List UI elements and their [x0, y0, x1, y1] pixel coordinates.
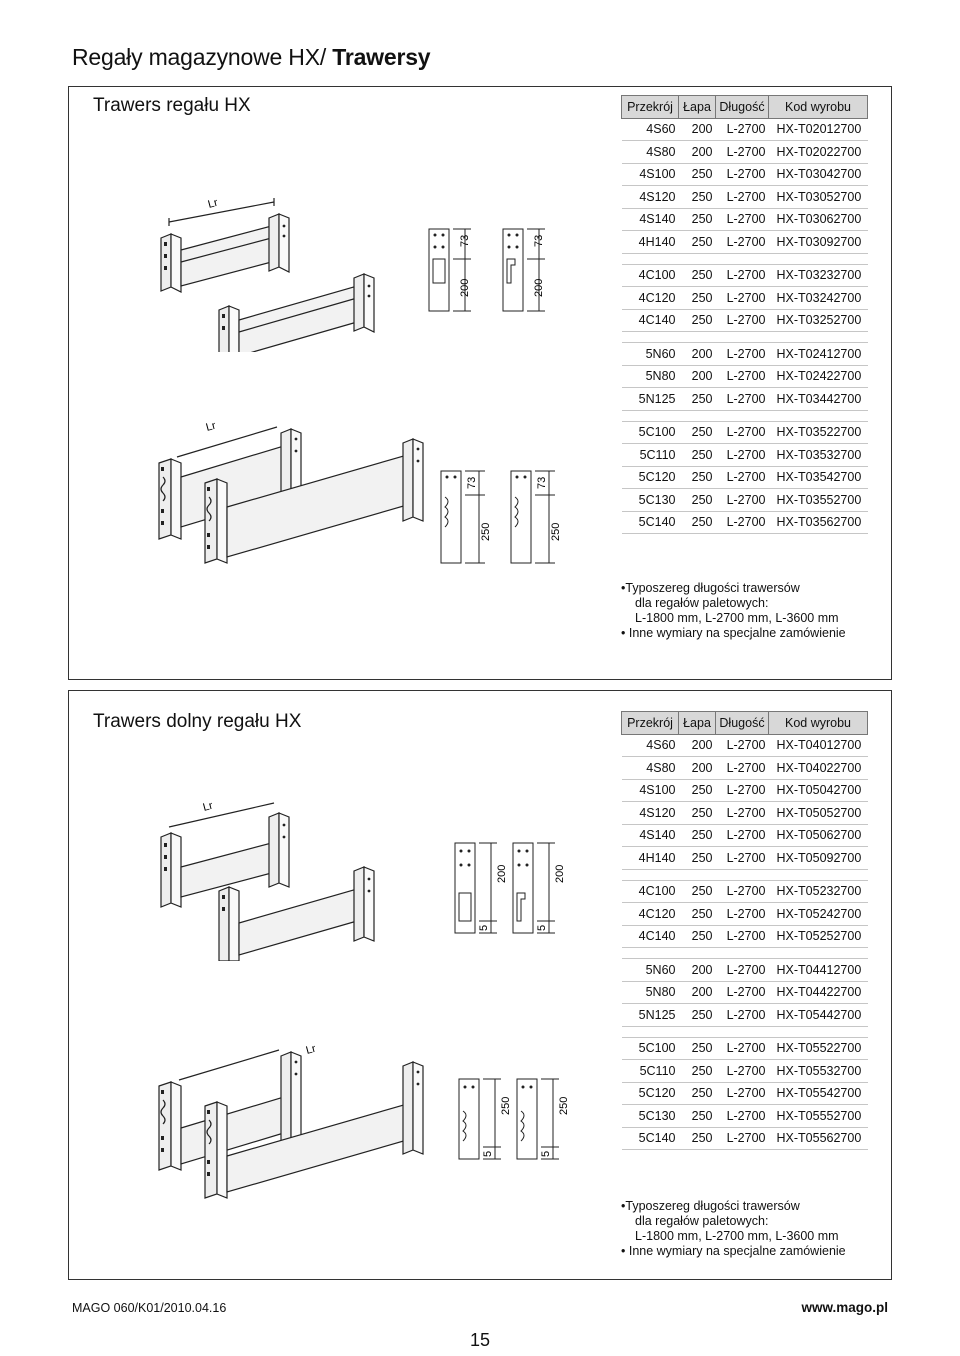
table-row — [622, 511, 868, 534]
cell-code: HX-T05532700 — [769, 1060, 868, 1083]
cell-code: HX-T02022700 — [769, 141, 868, 164]
col-header-section: Przekrój — [622, 96, 679, 119]
cell-code: HX-T03532700 — [769, 444, 868, 467]
page-title — [72, 44, 430, 71]
dim-73-b: 73 — [533, 234, 545, 247]
cell-code: HX-T05252700 — [769, 925, 868, 948]
cell-code: HX-T02422700 — [769, 365, 868, 388]
cell-section: 5C100 — [622, 1037, 679, 1060]
table-row — [622, 959, 868, 982]
note-line: • Inne wymiary na specjalne zamówienie — [621, 1244, 846, 1258]
cell-section: 4S120 — [622, 186, 679, 209]
cell-section: 5C100 — [622, 421, 679, 444]
notes — [621, 581, 846, 641]
cell-length: L-2700 — [716, 489, 769, 512]
cell-section: 5C120 — [622, 1082, 679, 1105]
dim-73-a: 73 — [459, 234, 471, 247]
table-row — [622, 1127, 868, 1150]
table-row — [622, 444, 868, 467]
lr-label-3: Lr — [201, 799, 215, 814]
cell-bracket: 250 — [679, 1004, 716, 1027]
cell-length: L-2700 — [716, 118, 769, 141]
dim-250-c: 250 — [500, 1096, 512, 1115]
cell-bracket: 250 — [679, 1082, 716, 1105]
cell-section: 4C120 — [622, 287, 679, 310]
cell-section: 5C140 — [622, 1127, 679, 1150]
note-line: dla regałów paletowych: — [635, 596, 769, 610]
table-row — [622, 466, 868, 489]
cell-code: HX-T03092700 — [769, 231, 868, 254]
cell-code: HX-T02412700 — [769, 343, 868, 366]
group-separator — [622, 410, 868, 421]
cell-length: L-2700 — [716, 880, 769, 903]
cell-length: L-2700 — [716, 1037, 769, 1060]
cell-section: 5N60 — [622, 343, 679, 366]
cell-length: L-2700 — [716, 903, 769, 926]
cell-bracket: 250 — [679, 163, 716, 186]
section-title: Trawers regału HX — [93, 95, 251, 116]
cell-length: L-2700 — [716, 365, 769, 388]
cell-bracket: 250 — [679, 421, 716, 444]
table-row — [622, 824, 868, 847]
cell-bracket: 250 — [679, 779, 716, 802]
cell-section: 5N60 — [622, 959, 679, 982]
section-bottom-beam — [68, 690, 892, 1280]
beam-drawing-top — [149, 192, 389, 352]
cell-bracket: 250 — [679, 1060, 716, 1083]
cell-code: HX-T05062700 — [769, 824, 868, 847]
cell-code: HX-T05232700 — [769, 880, 868, 903]
cell-bracket: 250 — [679, 824, 716, 847]
col-header-code: Kod wyrobu — [769, 712, 868, 735]
dim-5-b: 5 — [536, 924, 548, 931]
cell-bracket: 250 — [679, 1037, 716, 1060]
cell-section: 5C130 — [622, 489, 679, 512]
cell-bracket: 250 — [679, 208, 716, 231]
lr-label: Lr — [206, 196, 220, 211]
cell-section: 5N80 — [622, 365, 679, 388]
table-row — [622, 264, 868, 287]
cell-length: L-2700 — [716, 208, 769, 231]
cell-bracket: 250 — [679, 309, 716, 332]
group-separator — [622, 1026, 868, 1037]
table-row — [622, 734, 868, 757]
table-row — [622, 343, 868, 366]
dim-250-a: 250 — [480, 522, 492, 541]
profile-detail-top — [421, 225, 621, 315]
table-row — [622, 421, 868, 444]
cell-section: 5C140 — [622, 511, 679, 534]
cell-length: L-2700 — [716, 343, 769, 366]
table-row — [622, 1082, 868, 1105]
separator-cell — [622, 948, 868, 959]
cell-code: HX-T04012700 — [769, 734, 868, 757]
cell-length: L-2700 — [716, 388, 769, 411]
cell-section: 5C120 — [622, 466, 679, 489]
col-header-length: Długość — [716, 96, 769, 119]
cell-length: L-2700 — [716, 421, 769, 444]
separator-cell — [622, 332, 868, 343]
cell-bracket: 250 — [679, 287, 716, 310]
beam-drawing-bottom — [157, 417, 447, 567]
dim-5-d: 5 — [540, 1150, 552, 1157]
table-row — [622, 186, 868, 209]
separator-cell — [622, 410, 868, 421]
cell-bracket: 250 — [679, 388, 716, 411]
table-row — [622, 309, 868, 332]
dim-5-c: 5 — [482, 1150, 494, 1157]
cell-section: 5C110 — [622, 1060, 679, 1083]
cell-length: L-2700 — [716, 779, 769, 802]
cell-bracket: 200 — [679, 118, 716, 141]
dim-73-d: 73 — [536, 476, 548, 489]
cell-section: 4C100 — [622, 264, 679, 287]
cell-code: HX-T05442700 — [769, 1004, 868, 1027]
note-line: dla regałów paletowych: — [635, 1214, 769, 1228]
cell-section: 4C140 — [622, 925, 679, 948]
table-row — [622, 287, 868, 310]
cell-length: L-2700 — [716, 309, 769, 332]
table-row — [622, 388, 868, 411]
table-row — [622, 802, 868, 825]
cell-code: HX-T05052700 — [769, 802, 868, 825]
note-line: •Typoszereg długości trawersów — [621, 1199, 800, 1213]
cell-section: 4S60 — [622, 734, 679, 757]
cell-code: HX-T03542700 — [769, 466, 868, 489]
cell-bracket: 250 — [679, 511, 716, 534]
col-header-code: Kod wyrobu — [769, 96, 868, 119]
cell-section: 5C130 — [622, 1105, 679, 1128]
cell-length: L-2700 — [716, 757, 769, 780]
cell-bracket: 250 — [679, 1127, 716, 1150]
page-title-bold: Trawersy — [332, 44, 431, 70]
note-line: • Inne wymiary na specjalne zamówienie — [621, 626, 846, 640]
cell-section: 5C110 — [622, 444, 679, 467]
col-header-bracket: Łapa — [679, 96, 716, 119]
cell-section: 4C120 — [622, 903, 679, 926]
cell-code: HX-T05092700 — [769, 847, 868, 870]
cell-length: L-2700 — [716, 1127, 769, 1150]
cell-bracket: 250 — [679, 444, 716, 467]
lr-label-2: Lr — [204, 419, 218, 434]
cell-bracket: 250 — [679, 847, 716, 870]
cell-length: L-2700 — [716, 847, 769, 870]
cell-section: 4S120 — [622, 802, 679, 825]
cell-bracket: 250 — [679, 925, 716, 948]
cell-bracket: 200 — [679, 757, 716, 780]
cell-code: HX-T03562700 — [769, 511, 868, 534]
separator-cell — [622, 1026, 868, 1037]
cell-code: HX-T05562700 — [769, 1127, 868, 1150]
cell-bracket: 250 — [679, 466, 716, 489]
table-row — [622, 847, 868, 870]
cell-code: HX-T02012700 — [769, 118, 868, 141]
note-line: L-1800 mm, L-2700 mm, L-3600 mm — [635, 611, 839, 625]
cell-bracket: 250 — [679, 489, 716, 512]
group-separator — [622, 253, 868, 264]
dim-250-d: 250 — [558, 1096, 570, 1115]
cell-length: L-2700 — [716, 466, 769, 489]
cell-section: 4S80 — [622, 757, 679, 780]
cell-code: HX-T03522700 — [769, 421, 868, 444]
separator-cell — [622, 253, 868, 264]
cell-length: L-2700 — [716, 925, 769, 948]
cell-bracket: 250 — [679, 1105, 716, 1128]
cell-length: L-2700 — [716, 231, 769, 254]
cell-length: L-2700 — [716, 511, 769, 534]
cell-bracket: 200 — [679, 981, 716, 1004]
dim-200-c: 200 — [496, 864, 508, 883]
cell-section: 4H140 — [622, 231, 679, 254]
group-separator — [622, 869, 868, 880]
cell-code: HX-T04422700 — [769, 981, 868, 1004]
cell-code: HX-T03252700 — [769, 309, 868, 332]
cell-section: 5N125 — [622, 1004, 679, 1027]
cell-section: 4C140 — [622, 309, 679, 332]
cell-length: L-2700 — [716, 444, 769, 467]
bottom-beam-drawing-top — [149, 791, 389, 961]
dim-200-a: 200 — [459, 278, 471, 297]
table-row — [622, 779, 868, 802]
table-row — [622, 118, 868, 141]
section-title: Trawers dolny regału HX — [93, 711, 302, 732]
cell-length: L-2700 — [716, 1060, 769, 1083]
cell-code: HX-T05552700 — [769, 1105, 868, 1128]
table-row — [622, 365, 868, 388]
table-row — [622, 925, 868, 948]
table-row — [622, 208, 868, 231]
table-row — [622, 489, 868, 512]
cell-bracket: 200 — [679, 141, 716, 164]
cell-code: HX-T03042700 — [769, 163, 868, 186]
bottom-profile-detail-bottom — [455, 1075, 625, 1175]
cell-bracket: 250 — [679, 880, 716, 903]
cell-length: L-2700 — [716, 1105, 769, 1128]
cell-section: 4S140 — [622, 824, 679, 847]
cell-length: L-2700 — [716, 959, 769, 982]
cell-section: 5N80 — [622, 981, 679, 1004]
col-header-length: Długość — [716, 712, 769, 735]
cell-code: HX-T03062700 — [769, 208, 868, 231]
cell-bracket: 200 — [679, 734, 716, 757]
bottom-beam-drawing-bottom — [157, 1036, 447, 1206]
cell-length: L-2700 — [716, 141, 769, 164]
cell-code: HX-T03552700 — [769, 489, 868, 512]
cell-length: L-2700 — [716, 734, 769, 757]
product-table — [621, 95, 868, 534]
cell-section: 4S60 — [622, 118, 679, 141]
cell-code: HX-T04412700 — [769, 959, 868, 982]
table-row — [622, 1105, 868, 1128]
col-header-bracket: Łapa — [679, 712, 716, 735]
cell-length: L-2700 — [716, 287, 769, 310]
page-title-prefix: Regały magazynowe HX/ — [72, 44, 333, 70]
group-separator — [622, 332, 868, 343]
cell-code: HX-T04022700 — [769, 757, 868, 780]
table-row — [622, 163, 868, 186]
cell-length: L-2700 — [716, 981, 769, 1004]
note-line: L-1800 mm, L-2700 mm, L-3600 mm — [635, 1229, 839, 1243]
dim-250-b: 250 — [550, 522, 562, 541]
note-line: •Typoszereg długości trawersów — [621, 581, 800, 595]
group-separator — [622, 948, 868, 959]
cell-length: L-2700 — [716, 186, 769, 209]
dim-5-a: 5 — [478, 924, 490, 931]
product-table — [621, 711, 868, 1150]
page-number: 15 — [469, 1330, 491, 1350]
table-row — [622, 880, 868, 903]
cell-bracket: 250 — [679, 802, 716, 825]
cell-section: 4H140 — [622, 847, 679, 870]
cell-section: 4S80 — [622, 141, 679, 164]
table-row — [622, 1004, 868, 1027]
dim-200-d: 200 — [554, 864, 566, 883]
notes — [621, 1199, 846, 1259]
cell-bracket: 250 — [679, 231, 716, 254]
bottom-profile-detail-top — [451, 839, 621, 939]
table-row — [622, 141, 868, 164]
table-row — [622, 1037, 868, 1060]
cell-section: 4S100 — [622, 779, 679, 802]
table-row — [622, 231, 868, 254]
cell-length: L-2700 — [716, 264, 769, 287]
cell-bracket: 250 — [679, 186, 716, 209]
cell-bracket: 200 — [679, 343, 716, 366]
cell-code: HX-T05522700 — [769, 1037, 868, 1060]
cell-length: L-2700 — [716, 163, 769, 186]
cell-bracket: 200 — [679, 365, 716, 388]
cell-section: 4C100 — [622, 880, 679, 903]
cell-length: L-2700 — [716, 824, 769, 847]
profile-detail-bottom — [435, 467, 625, 567]
cell-bracket: 200 — [679, 959, 716, 982]
cell-code: HX-T03052700 — [769, 186, 868, 209]
dim-200-b: 200 — [533, 278, 545, 297]
cell-code: HX-T05542700 — [769, 1082, 868, 1105]
cell-length: L-2700 — [716, 1082, 769, 1105]
cell-section: 4S100 — [622, 163, 679, 186]
cell-bracket: 250 — [679, 903, 716, 926]
footer-code: MAGO 060/K01/2010.04.16 — [72, 1301, 227, 1315]
table-row — [622, 981, 868, 1004]
table-row — [622, 903, 868, 926]
cell-section: 4S140 — [622, 208, 679, 231]
section-beam — [68, 86, 892, 680]
dim-73-c: 73 — [466, 476, 478, 489]
table-row — [622, 1060, 868, 1083]
cell-length: L-2700 — [716, 802, 769, 825]
footer-url: www.mago.pl — [801, 1300, 888, 1315]
cell-code: HX-T05042700 — [769, 779, 868, 802]
lr-label-4: Lr — [304, 1042, 318, 1057]
cell-code: HX-T03232700 — [769, 264, 868, 287]
cell-section: 5N125 — [622, 388, 679, 411]
cell-bracket: 250 — [679, 264, 716, 287]
table-row — [622, 757, 868, 780]
separator-cell — [622, 869, 868, 880]
cell-code: HX-T03442700 — [769, 388, 868, 411]
cell-length: L-2700 — [716, 1004, 769, 1027]
cell-code: HX-T05242700 — [769, 903, 868, 926]
cell-code: HX-T03242700 — [769, 287, 868, 310]
col-header-section: Przekrój — [622, 712, 679, 735]
